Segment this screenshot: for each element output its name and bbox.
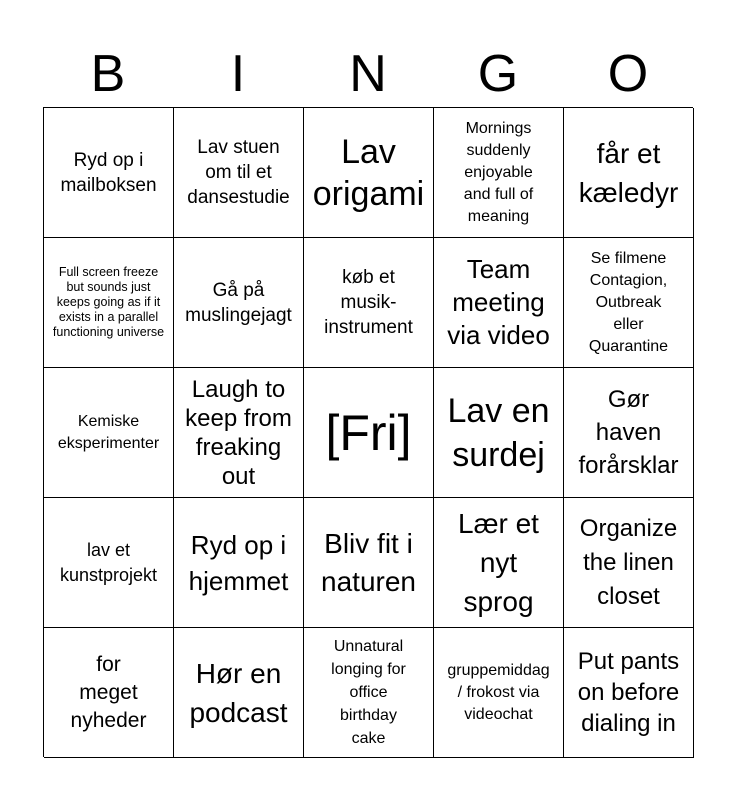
header-letter-b: B [90,45,126,103]
bingo-header [43,40,693,108]
cell-text: køb et musik- instrument [324,267,413,338]
bingo-cell[interactable] [434,628,564,758]
bingo-cell[interactable] [174,628,304,758]
bingo-cell[interactable] [564,368,694,498]
bingo-cell[interactable] [304,628,434,758]
cell-text: Lær et nyt sprog [458,508,539,617]
cell-text: Ryd op i hjemmet [188,529,289,596]
bingo-cell[interactable] [564,628,694,758]
bingo-grid [43,107,693,757]
bingo-cell[interactable] [174,368,304,498]
cell-text: Lav stuen om til et dansestudie [187,137,290,208]
cell-text: for meget nyheder [70,652,147,732]
bingo-cell[interactable] [174,108,304,238]
cell-text: får et kæledyr [578,137,679,208]
bingo-cell[interactable] [564,238,694,368]
bingo-cell[interactable] [304,498,434,628]
bingo-cell[interactable] [44,368,174,498]
bingo-cell[interactable] [434,368,564,498]
cell-text: Organize the linen closet [579,514,678,610]
cell-text: Ryd op i mailboksen [60,149,157,196]
cell-text: Full screen freeze but sounds just keeps going as if it exists in a parallel functioning universe [52,265,165,339]
cell-text: Lav en surdej [447,391,550,474]
bingo-cell[interactable] [44,498,174,628]
bingo-cell[interactable] [564,498,694,628]
bingo-cell[interactable] [174,498,304,628]
bingo-cell[interactable] [304,108,434,238]
free-space-text: [Fri] [325,404,412,461]
cell-text: lav et kunstprojekt [59,539,158,585]
bingo-cell[interactable] [564,108,694,238]
cell-text: Laugh to keep from freaking out [185,375,292,490]
bingo-cell[interactable] [174,238,304,368]
bingo-cell[interactable] [304,238,434,368]
cell-text: Se filmene Contagion, Outbreak eller Quarantine [588,249,669,355]
header-letter-g: G [477,45,519,103]
bingo-cell[interactable] [434,238,564,368]
cell-text: Kemiske eksperimenter [57,412,160,452]
cell-text: Lav origami [312,132,425,213]
bingo-cell[interactable] [434,498,564,628]
bingo-cell[interactable] [44,628,174,758]
header-letter-o: O [607,45,649,103]
cell-text: Bliv fit i naturen [321,527,416,597]
cell-text: Unnatural longing for office birthday cake [331,638,406,747]
cell-text: Team meeting via video [447,254,550,350]
header-letter-n: N [349,45,387,103]
free-space[interactable] [304,368,434,498]
cell-text: gruppemiddag / frokost via videochat [447,661,550,723]
cell-text: Put pants on before dialing in [577,648,680,737]
cell-text: Hør en podcast [189,657,288,728]
cell-text: Gå på muslingejagt [185,279,292,326]
bingo-cell[interactable] [434,108,564,238]
cell-text: Gør haven forårsklar [578,386,679,479]
header-letter-i: I [230,45,246,103]
cell-text: Mornings suddenly enjoyable and full of meaning [463,119,534,225]
bingo-cell[interactable] [44,108,174,238]
bingo-cell[interactable] [44,238,174,368]
